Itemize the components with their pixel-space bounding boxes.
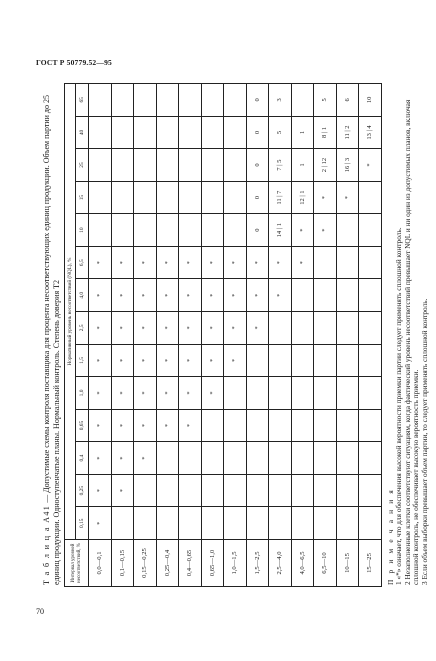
plan-cell (291, 507, 314, 540)
plan-cell (201, 442, 224, 475)
plan-cell (156, 116, 179, 149)
plan-cell (111, 181, 134, 214)
plan-cell: 7 | 5 (269, 149, 292, 182)
aql-value-header: 25 (76, 149, 89, 182)
plan-cell: * (179, 344, 202, 377)
plan-cell: * (156, 246, 179, 279)
aql-value-header: 0,15 (76, 507, 89, 540)
plan-cell (224, 474, 247, 507)
plan-cell (224, 377, 247, 410)
plan-cell (359, 344, 382, 377)
plan-cell (269, 344, 292, 377)
plan-cell (269, 442, 292, 475)
note-2: 2 Незаполненные клетки соответствуют ситуациям, когда фактический уровень несоответствий превышает NQL и ни один из допустимых планов, включая сплошной контроль, не обеспечивает высокую вероятность приемки. (402, 99, 421, 585)
plan-cell (111, 84, 134, 117)
aql-values-row (76, 84, 89, 587)
plan-cell (246, 409, 269, 442)
plan-cell (201, 181, 224, 214)
note-3: 3 Если объем выборки превышает объем партии, то следует применять сплошной контроль. (419, 298, 429, 585)
plan-cell (269, 377, 292, 410)
plan-cell: * (314, 214, 337, 247)
plan-cell (179, 84, 202, 117)
plan-cell (314, 344, 337, 377)
plan-cell: 0 (246, 181, 269, 214)
plan-cell (336, 279, 359, 312)
plan-cell (359, 442, 382, 475)
plan-cell: 3 (269, 84, 292, 117)
plan-cell: * (246, 279, 269, 312)
plan-cell (89, 214, 112, 247)
plan-cell (291, 344, 314, 377)
plan-cell: * (111, 409, 134, 442)
plan-cell: 0 (246, 116, 269, 149)
plan-cell (111, 116, 134, 149)
plan-cell (134, 181, 157, 214)
plan-cell: 11 | 2 (336, 116, 359, 149)
aql-value-header: 1,0 (76, 377, 89, 410)
aql-value-header: 10 (76, 214, 89, 247)
lot-interval-cell: 0,15—0,25 (134, 540, 157, 587)
plan-cell (291, 84, 314, 117)
lot-interval-cell: 10—15 (336, 540, 359, 587)
plan-cell (201, 214, 224, 247)
plan-cell (314, 312, 337, 345)
plan-cell (156, 507, 179, 540)
plan-cell (359, 246, 382, 279)
plan-cell (156, 84, 179, 117)
table-row (156, 84, 179, 587)
plan-cell (291, 409, 314, 442)
plan-cell (314, 246, 337, 279)
plan-cell: 0 (246, 149, 269, 182)
plan-cell (359, 214, 382, 247)
plan-cell (179, 442, 202, 475)
lot-interval-cell: 0,65—1,0 (201, 540, 224, 587)
rotated-table-block (42, 77, 429, 587)
plan-cell: * (224, 344, 247, 377)
plan-cell (224, 84, 247, 117)
note-1: 1 «*» означает, что для обеспечения высокой вероятности приемки партии следует применять сплошной контроль. (394, 227, 404, 585)
aql-value-header: 15 (76, 181, 89, 214)
plan-cell (224, 116, 247, 149)
plan-cell (336, 246, 359, 279)
plan-cell: * (201, 312, 224, 345)
plan-cell (224, 507, 247, 540)
plan-cell (179, 149, 202, 182)
plan-cell (269, 409, 292, 442)
plan-cell (336, 214, 359, 247)
plan-cell (224, 214, 247, 247)
plan-cell: * (201, 344, 224, 377)
plan-cell (246, 442, 269, 475)
plan-cell: * (134, 246, 157, 279)
plan-cell: 1 (291, 149, 314, 182)
plan-cell (314, 507, 337, 540)
plan-cell (359, 312, 382, 345)
plan-cell: * (359, 149, 382, 182)
plan-cell (201, 507, 224, 540)
plan-cell (246, 474, 269, 507)
table-caption (42, 81, 61, 585)
plan-cell: * (291, 214, 314, 247)
plan-cell: * (134, 279, 157, 312)
plan-cell (246, 344, 269, 377)
plan-cell: * (156, 344, 179, 377)
table-row (179, 84, 202, 587)
plan-cell: * (224, 246, 247, 279)
plan-cell (156, 474, 179, 507)
plan-cell: 5 (269, 116, 292, 149)
plan-cell: * (111, 474, 134, 507)
plan-cell: * (134, 344, 157, 377)
plan-cell (359, 377, 382, 410)
plan-cell: * (291, 246, 314, 279)
notes (387, 79, 430, 585)
plan-cell (179, 214, 202, 247)
document-header: ГОСТ Р 50779.52—95 (36, 58, 112, 67)
notes-title: П р и м е ч а н и я (385, 488, 395, 585)
plan-cell (134, 507, 157, 540)
plan-cell (134, 214, 157, 247)
plan-cell: 0 (246, 214, 269, 247)
plan-cell: 13 | 4 (359, 116, 382, 149)
plan-cell: * (134, 409, 157, 442)
aql-value-header: 0,4 (76, 442, 89, 475)
aql-value-header: 40 (76, 116, 89, 149)
table-label: Т а б л и ц а А41 (42, 504, 51, 585)
plan-cell (111, 507, 134, 540)
aql-value-header: 1,5 (76, 344, 89, 377)
plan-cell (291, 377, 314, 410)
plan-cell: * (89, 409, 112, 442)
plan-cell: * (111, 279, 134, 312)
lot-interval-cell: 15—25 (359, 540, 382, 587)
plan-cell: 8 | 1 (314, 116, 337, 149)
plan-cell (359, 409, 382, 442)
plan-cell (89, 84, 112, 117)
plan-cell (336, 474, 359, 507)
plan-cell (246, 377, 269, 410)
plan-cell: * (156, 312, 179, 345)
plan-cell (269, 312, 292, 345)
plan-cell (269, 474, 292, 507)
plan-cell: 5 (314, 84, 337, 117)
plan-cell (201, 116, 224, 149)
plan-cell: * (89, 344, 112, 377)
plan-cell (156, 442, 179, 475)
plan-cell (291, 279, 314, 312)
aql-value-header: 65 (76, 84, 89, 117)
plan-cell (134, 149, 157, 182)
table-title: — Допустимые схемы контроля поставщика для процента несоответствующих единиц продукции. Объем партии до 25 единиц продукции. Одноступенчатые планы. Нормальный контроль. Степень доверия Т2 (42, 95, 61, 585)
aql-value-header: 0,65 (76, 409, 89, 442)
aql-value-header: 4,0 (76, 279, 89, 312)
plan-cell (314, 279, 337, 312)
plan-cell (201, 149, 224, 182)
plan-cell: 16 | 3 (336, 149, 359, 182)
plan-cell: 14 | 1 (269, 214, 292, 247)
plan-cell: * (134, 442, 157, 475)
table-row (291, 84, 314, 587)
table-body (89, 84, 382, 587)
plan-cell (359, 181, 382, 214)
plan-cell (291, 442, 314, 475)
aql-value-header: 2,5 (76, 312, 89, 345)
plan-cell: * (89, 377, 112, 410)
plan-cell (359, 507, 382, 540)
plan-cell: 10 (359, 84, 382, 117)
plan-cell (156, 181, 179, 214)
plan-cell (336, 344, 359, 377)
plan-cell (179, 474, 202, 507)
plan-cell: * (201, 279, 224, 312)
plan-cell (359, 474, 382, 507)
plan-cell (246, 507, 269, 540)
plan-cell (201, 84, 224, 117)
plan-cell: * (246, 312, 269, 345)
plan-cell: * (89, 507, 112, 540)
table-row (359, 84, 382, 587)
plan-cell: * (156, 279, 179, 312)
plan-cell (201, 409, 224, 442)
plan-cell (156, 149, 179, 182)
plan-cell (224, 409, 247, 442)
plan-cell: * (179, 279, 202, 312)
plan-cell (359, 279, 382, 312)
aql-value-header: 6,5 (76, 246, 89, 279)
plan-cell: * (134, 312, 157, 345)
plan-cell: * (89, 442, 112, 475)
plan-cell: * (111, 312, 134, 345)
plan-cell (336, 507, 359, 540)
plan-cell: * (201, 246, 224, 279)
plan-cell (156, 214, 179, 247)
plan-cell: * (89, 246, 112, 279)
plan-cell: * (156, 377, 179, 410)
plan-cell (134, 116, 157, 149)
plan-cell: 2 | 12 (314, 149, 337, 182)
lot-interval-cell: 0,0—0,1 (89, 540, 112, 587)
plan-cell (111, 149, 134, 182)
plan-cell: * (201, 377, 224, 410)
table-row (89, 84, 112, 587)
plan-cell: * (179, 246, 202, 279)
table-row (134, 84, 157, 587)
plan-cell: * (224, 279, 247, 312)
lot-interval-cell: 6,5—10 (314, 540, 337, 587)
plan-cell (134, 474, 157, 507)
aql-group-header: Нормативный уровень несоответствий (NQL), % (65, 84, 76, 540)
table-row (224, 84, 247, 587)
table-row (246, 84, 269, 587)
plan-cell: * (134, 377, 157, 410)
plan-cell (89, 181, 112, 214)
plan-cell (179, 507, 202, 540)
lot-interval-cell: 1,0—1,5 (224, 540, 247, 587)
plan-cell: 12 | 1 (291, 181, 314, 214)
plan-cell (224, 149, 247, 182)
lot-interval-cell: 0,25—0,4 (156, 540, 179, 587)
plan-cell (89, 149, 112, 182)
plan-cell: * (111, 246, 134, 279)
plan-cell: 1 (291, 116, 314, 149)
table-row (336, 84, 359, 587)
lot-interval-cell: 4,0—6,5 (291, 540, 314, 587)
plan-cell (291, 474, 314, 507)
lot-interval-cell: 2,5—4,0 (269, 540, 292, 587)
plan-cell (224, 442, 247, 475)
table-row (269, 84, 292, 587)
plan-cell: * (156, 409, 179, 442)
plan-cell (314, 474, 337, 507)
plan-cell (291, 312, 314, 345)
plan-cell (314, 442, 337, 475)
plan-cell: * (269, 279, 292, 312)
plan-cell (179, 116, 202, 149)
lot-column-header: Интервал уровней несоответствий, % (65, 540, 89, 587)
plan-cell (134, 84, 157, 117)
plan-cell: * (336, 181, 359, 214)
plan-cell (314, 409, 337, 442)
plan-cell: * (111, 377, 134, 410)
plan-cell (336, 442, 359, 475)
plan-cell (179, 181, 202, 214)
table-row (314, 84, 337, 587)
aql-value-header: 0,25 (76, 474, 89, 507)
plan-cell (269, 507, 292, 540)
plan-cell: 11 | 7 (269, 181, 292, 214)
plan-cell: * (269, 246, 292, 279)
plan-cell: * (89, 474, 112, 507)
lot-interval-cell: 0,1—0,15 (111, 540, 134, 587)
plan-cell (111, 214, 134, 247)
table-row (111, 84, 134, 587)
plan-cell: * (89, 312, 112, 345)
page-number: 70 (36, 607, 44, 616)
plan-cell: * (179, 409, 202, 442)
lot-interval-cell: 0,4—0,65 (179, 540, 202, 587)
plan-cell (336, 312, 359, 345)
sampling-plan-table (64, 83, 382, 587)
plan-cell: 0 (246, 84, 269, 117)
plan-cell: * (179, 377, 202, 410)
plan-cell: * (111, 344, 134, 377)
table-row (201, 84, 224, 587)
plan-cell: * (314, 181, 337, 214)
plan-cell (224, 181, 247, 214)
plan-cell (89, 116, 112, 149)
plan-cell: * (224, 312, 247, 345)
plan-cell (336, 377, 359, 410)
plan-cell: * (111, 442, 134, 475)
plan-cell: * (179, 312, 202, 345)
plan-cell: 6 (336, 84, 359, 117)
plan-cell: * (246, 246, 269, 279)
plan-cell (201, 474, 224, 507)
lot-interval-cell: 1,5—2,5 (246, 540, 269, 587)
plan-cell (314, 377, 337, 410)
plan-cell (336, 409, 359, 442)
plan-cell: * (89, 279, 112, 312)
